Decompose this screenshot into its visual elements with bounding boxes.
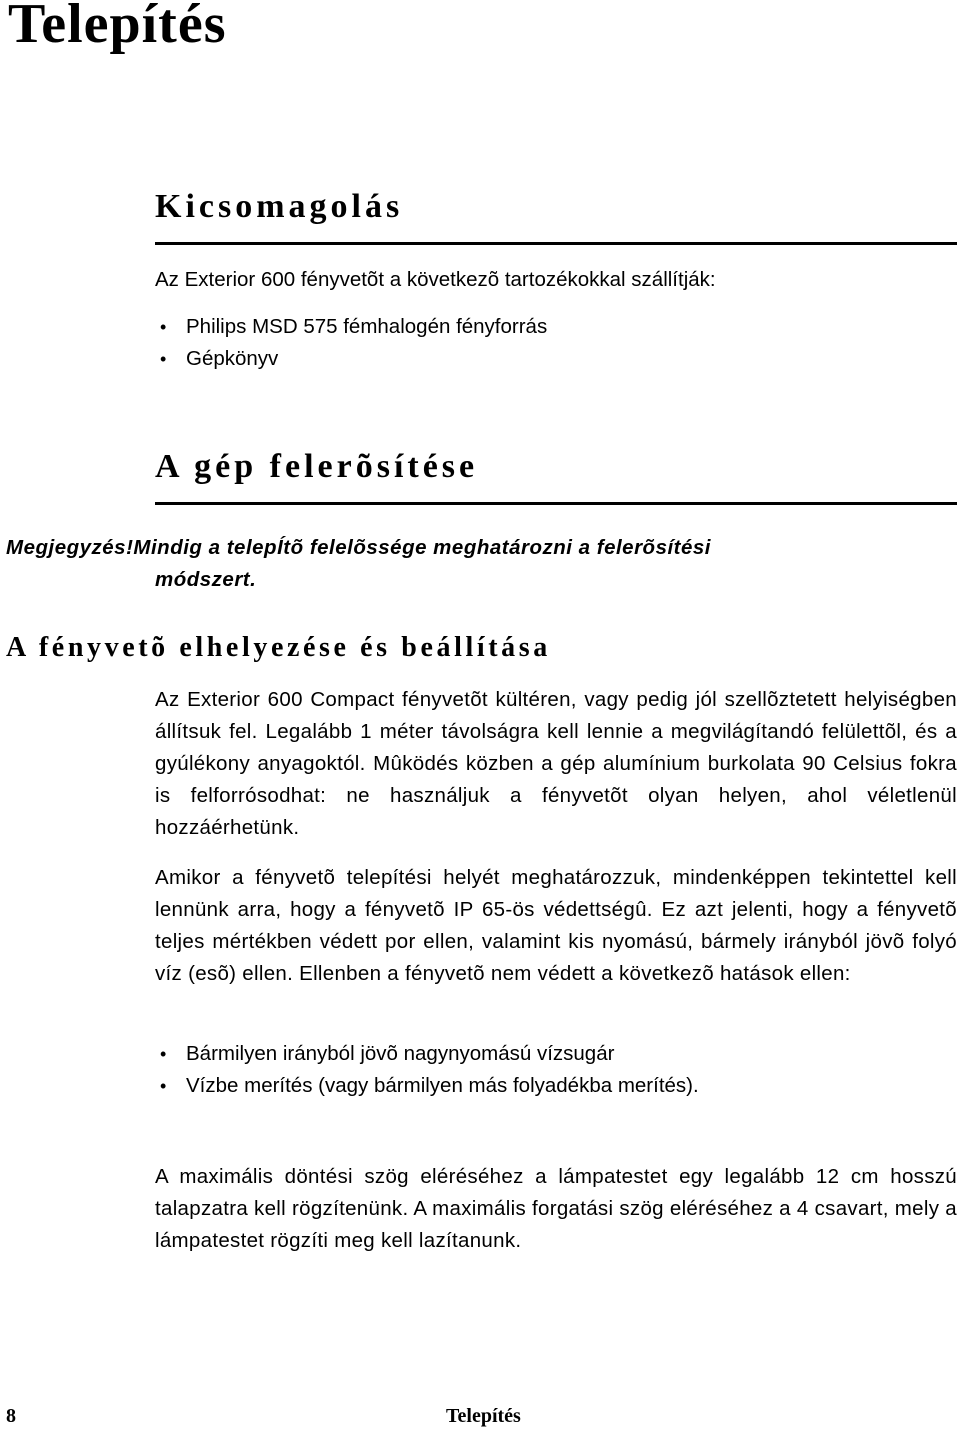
heading-rule (155, 242, 957, 245)
page-title: Telepítés (8, 0, 227, 55)
note-text: Mindig a telepÍtõ felelõssége meghatározni a felerõsítési (133, 536, 711, 559)
footer-section-title: Telepítés (446, 1405, 521, 1427)
note-label: Megjegyzés! (6, 536, 134, 559)
page-number: 8 (6, 1405, 16, 1427)
section-heading-unpacking: Kicsomagolás (155, 188, 404, 225)
list-item: • Bármilyen irányból jövõ nagynyomású vízsugár (160, 1038, 699, 1070)
mounting-note (6, 532, 956, 564)
section-heading-mounting: A gép felerõsítése (155, 448, 479, 485)
mounting-note-continued: módszert. (155, 568, 257, 591)
list-item: • Vízbe merítés (vagy bármilyen más folyadékba merítés). (160, 1070, 699, 1102)
unpacking-list (160, 311, 547, 375)
placement-paragraph-1: Az Exterior 600 Compact fényvetõt kültéren, vagy pedig jól szellõztetett helyiségben állítsuk fel. Legalább 1 méter távolságra kell lennie a megvilágítandó felülettõl, és a gyúlékony anyagoktól. Mûködés közben a gép alumínium burkolata 90 Celsius fokra is felforrósodhat: ne használjuk a fényvetõt olyan helyen, ahol véletlenül hozzáérhetünk. (155, 688, 957, 839)
unpacking-intro: Az Exterior 600 fényvetõt a következõ tartozékokkal szállítják: (155, 268, 716, 291)
list-item: • Gépkönyv (160, 343, 547, 375)
placement-paragraph-2: Amikor a fényvetõ telepítési helyét meghatározzuk, mindenképpen tekintettel kell lennünk arra, hogy a fényvetõ IP 65-ös védettségû. Ez azt jelenti, hogy a fényvetõ teljes mértékben védett por ellen, valamint kis nyomású, bármely irányból jövõ folyó víz (esõ) ellen. Ellenben a fényvetõ nem védett a következõ hatások ellen: (155, 866, 957, 985)
section-heading-placement: A fényvetõ elhelyezése és beállítása (6, 632, 551, 663)
heading-rule (155, 502, 957, 505)
hazards-list (160, 1038, 699, 1102)
placement-paragraph-3: A maximális döntési szög eléréséhez a lámpatestet egy legalább 12 cm hosszú talapzatra kell rögzítenünk. A maximális forgatási szög eléréséhez a 4 csavart, mely a lámpatestet rögzíti meg kell lazítanunk. (155, 1165, 957, 1252)
list-item: • Philips MSD 575 fémhalogén fényforrás (160, 311, 547, 343)
